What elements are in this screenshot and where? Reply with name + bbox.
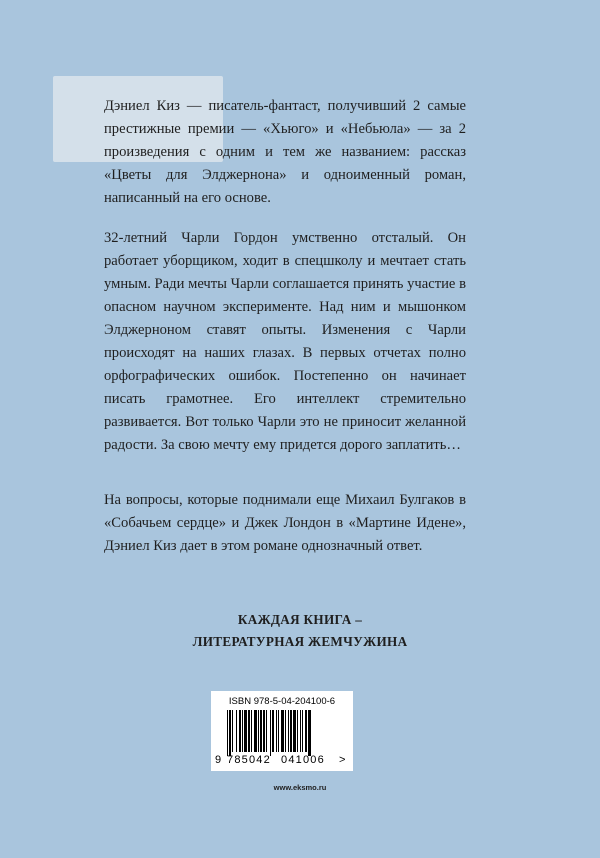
description-paragraph-1 [104,95,466,210]
description-paragraph-3 [104,489,466,558]
isbn-barcode-box [211,691,353,771]
isbn-label: ISBN 978-5-04-204100-6 [228,696,336,707]
description-text-3: На вопросы, которые поднимали еще Михаил Булгаков в «Собачьем сердце» и Джек Лондон в «Мартине Идене», Дэниел Киз дает в этом романе однозначный ответ. [104,492,466,554]
description-paragraph-2 [104,227,466,457]
slogan-line-1: КАЖДАЯ КНИГА – [237,612,363,627]
slogan-line-2: ЛИТЕРАТУРНАЯ ЖЕМЧУЖИНА [192,634,408,649]
barcode-tail-mark: > [339,754,346,766]
barcode-icon [227,710,337,756]
barcode-digits-group-1: 785042 [227,754,271,766]
description-text-2: 32-летний Чарли Гордон умственно отсталый. Он работает уборщиком, ходит в спецшколу и мечтает стать умным. Ради мечты Чарли соглашается принять участие в опасном научном эксперименте. Над ним и мышонком Элджерноном ставят опыты. Изменения с Чарли происходят на наших глазах. В первых отчетах полно орфографических ошибок. Постепенно он начинает писать грамотнее. Его интеллект стремительно развивается. Вот только Чарли это не приносит желанной радости. За свою мечту ему придется дорого заплатить… [104,230,466,453]
barcode-digits-group-2: 041006 [281,754,325,766]
barcode-digit-lead: 9 [215,754,222,766]
publisher-url: www.eksmo.ru [273,783,327,792]
slogan [0,609,600,653]
description-text-1: Дэниел Киз — писатель-фантаст, получивший 2 самые престижные премии — «Хьюго» и «Небьюла» — за 2 произведения с одним и тем же названием: рассказ «Цветы для Элджернона» и одноименный роман, написанный на его основе. [104,98,466,206]
